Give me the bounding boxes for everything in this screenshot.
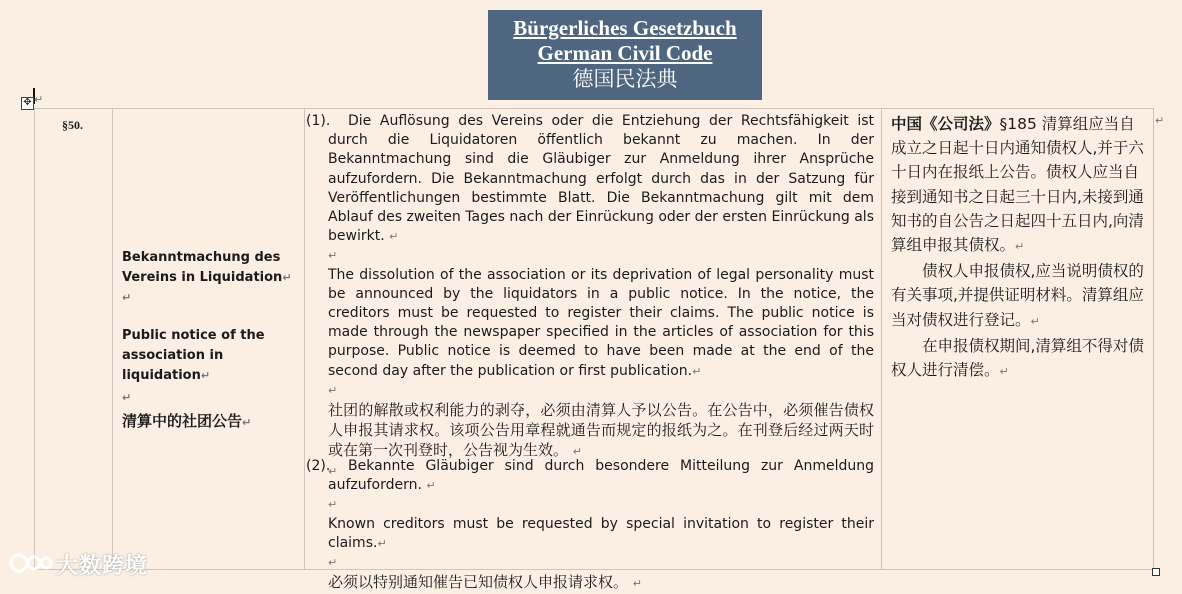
heading-de-text: Bekanntmachung des Vereins in Liquidation <box>122 250 283 285</box>
comparison-lead: 中国《公司法》 <box>891 115 1000 133</box>
table-left-border <box>34 108 35 570</box>
heading-de: Bekanntmachung des Vereins in Liquidation↵ <box>122 250 292 285</box>
table-right-border <box>1153 108 1154 570</box>
provision-text-de: Die Auflösung des Vereins oder die Entziehung der Rechtsfähigkeit ist durch die Liquidatoren öffentlich bekannt zu machen. In der Bekanntmachung sind die Gläubiger zur Anmeldung ihrer Ansprüche aufzufordern. Die Bekanntmachung erfolgt durch das in der Satzung für Veröffentlichungen bestimmte Blatt. Die Bekanntmachung gilt mit dem Ablauf des zweiten Tages nach der Einrückung oder der ersten Einrückung als bewirkt. <box>328 113 874 245</box>
table-move-handle-icon[interactable]: ✥ <box>21 97 34 110</box>
paragraph-mark-icon: ↵ <box>122 291 132 304</box>
provision-text-en: Known creditors must be requested by special invitation to register their claims. <box>328 515 874 551</box>
heading-en: Public notice of the association in liquidation↵ <box>122 328 265 383</box>
comparison-cell: 中国《公司法》§185 清算组应当自成立之日起十日内通知债权人,并于六十日内在报纸上公告。债权人应当自接到通知书之日起三十日内,未接到通知书的自公告之日起四十五日内,向清算组申报其债权。↵ 债权人申报债权,应当说明债权的有关事项,并提供证明材料。清算组应当对债权进行登记。↵ 在申报债权期间,清算组不得对债权人进行清偿。↵ <box>891 115 1144 380</box>
comparison-p2: 债权人申报债权,应当说明债权的有关事项,并提供证明材料。清算组应当对债权进行登记。 <box>891 262 1144 329</box>
heading-cn: 清算中的社团公告↵ <box>122 412 252 430</box>
row-end-mark-icon: ↵ <box>1155 114 1165 127</box>
provision-text-en: The dissolution of the association or its deprivation of legal personality must be announced by the liquidators in a public notice. In the notice, the creditors must be requested to register their claims. The public notice is made through the newspaper specified in the articles of association for this purpose. Public notice is deemed to have been made at the end of the second day after the publication or first publication. <box>328 266 874 379</box>
title-banner <box>488 10 762 100</box>
watermark-text: 大数跨境 <box>56 554 149 579</box>
watermark-logo-icon <box>8 552 54 574</box>
comparison-p3: 在申报债权期间,清算组不得对债权人进行清偿。 <box>891 336 1144 380</box>
column-divider <box>112 108 113 570</box>
column-divider <box>304 108 305 570</box>
provision-number: (2). <box>306 458 331 474</box>
provision-text-de: Bekannte Gläubiger sind durch besondere Mitteilung zur Anmeldung aufzufordern. <box>328 458 874 494</box>
heading-cn-text: 清算中的社团公告 <box>122 412 243 430</box>
comparison-p1: §185 清算组应当自成立之日起十日内通知债权人,并于六十日内在报纸上公告。债权人应当自接到通知书之日起三十日内,未接到通知书的自公告之日起四十五日内,向清算组申报其债权。 <box>891 115 1144 255</box>
paragraph-mark-icon: ↵ <box>34 93 44 106</box>
banner-title-en: German Civil Code <box>537 41 713 65</box>
provision-text-cn: 社团的解散或权利能力的剥夺，必须由清算人予以公告。在公告中，必须催告债权人申报其请求权。该项公告用章程就通告而规定的报纸为之。在刊登后经过两天时或在第一次刊登时，公告视为生效。 <box>328 401 874 460</box>
section-number: §50. <box>62 118 83 132</box>
banner-title-de: Bürgerliches Gesetzbuch <box>513 16 737 40</box>
column-divider <box>881 108 882 570</box>
provision-number: (1). <box>306 113 331 129</box>
table-resize-handle[interactable] <box>1152 568 1160 576</box>
heading-en-text: Public notice of the association in liquidation <box>122 328 265 383</box>
provision-text-cn: 必须以特别通知催告已知债权人申报请求权。 <box>328 573 629 592</box>
provision-1: (1). Die Auflösung des Vereins oder die Entziehung der Rechtsfähigkeit ist durch die Liquidatoren öffentlich bekannt zu machen. In der Bekanntmachung sind die Gläubiger zur Anmeldung ihrer Ansprüche aufzufordern. Die Bekanntmachung erfolgt durch das in der Satzung für Veröffentlichungen bestimmte Blatt. Die Bekanntmachung gilt mit dem Ablauf des zweiten Tages nach der Einrückung oder der ersten Einrückung als bewirkt. ↵ ↵ The dissolution of the association or its deprivation of legal personality must be announced by the liquidators in a public notice. In the notice, the creditors must be requested to register their claims. The public notice is made through the newspaper specified in the articles of association for this purpose. Public notice is deemed to have been made at the end of the second day after the publication or first publication.↵ ↵ 社团的解散或权利能力的剥夺，必须由清算人予以公告。在公告中，必须催告债权人申报其请求权。该项公告用章程就通告而规定的报纸为之。在刊登后经过两天时或在第一次刊登时，公告视为生效。 ↵ ↵ <box>306 113 874 479</box>
paragraph-mark-icon: ↵ <box>122 391 132 404</box>
provision-2: (2). Bekannte Gläubiger sind durch besondere Mitteilung zur Anmeldung aufzufordern. ↵ ↵ Known creditors must be requested by special invitation to register their claims.↵ ↵ 必须以特别通知催告已知债权人申报请求权。 ↵ <box>306 458 874 592</box>
banner-title-cn: 德国民法典 <box>572 67 678 91</box>
table-top-border <box>34 108 1154 109</box>
